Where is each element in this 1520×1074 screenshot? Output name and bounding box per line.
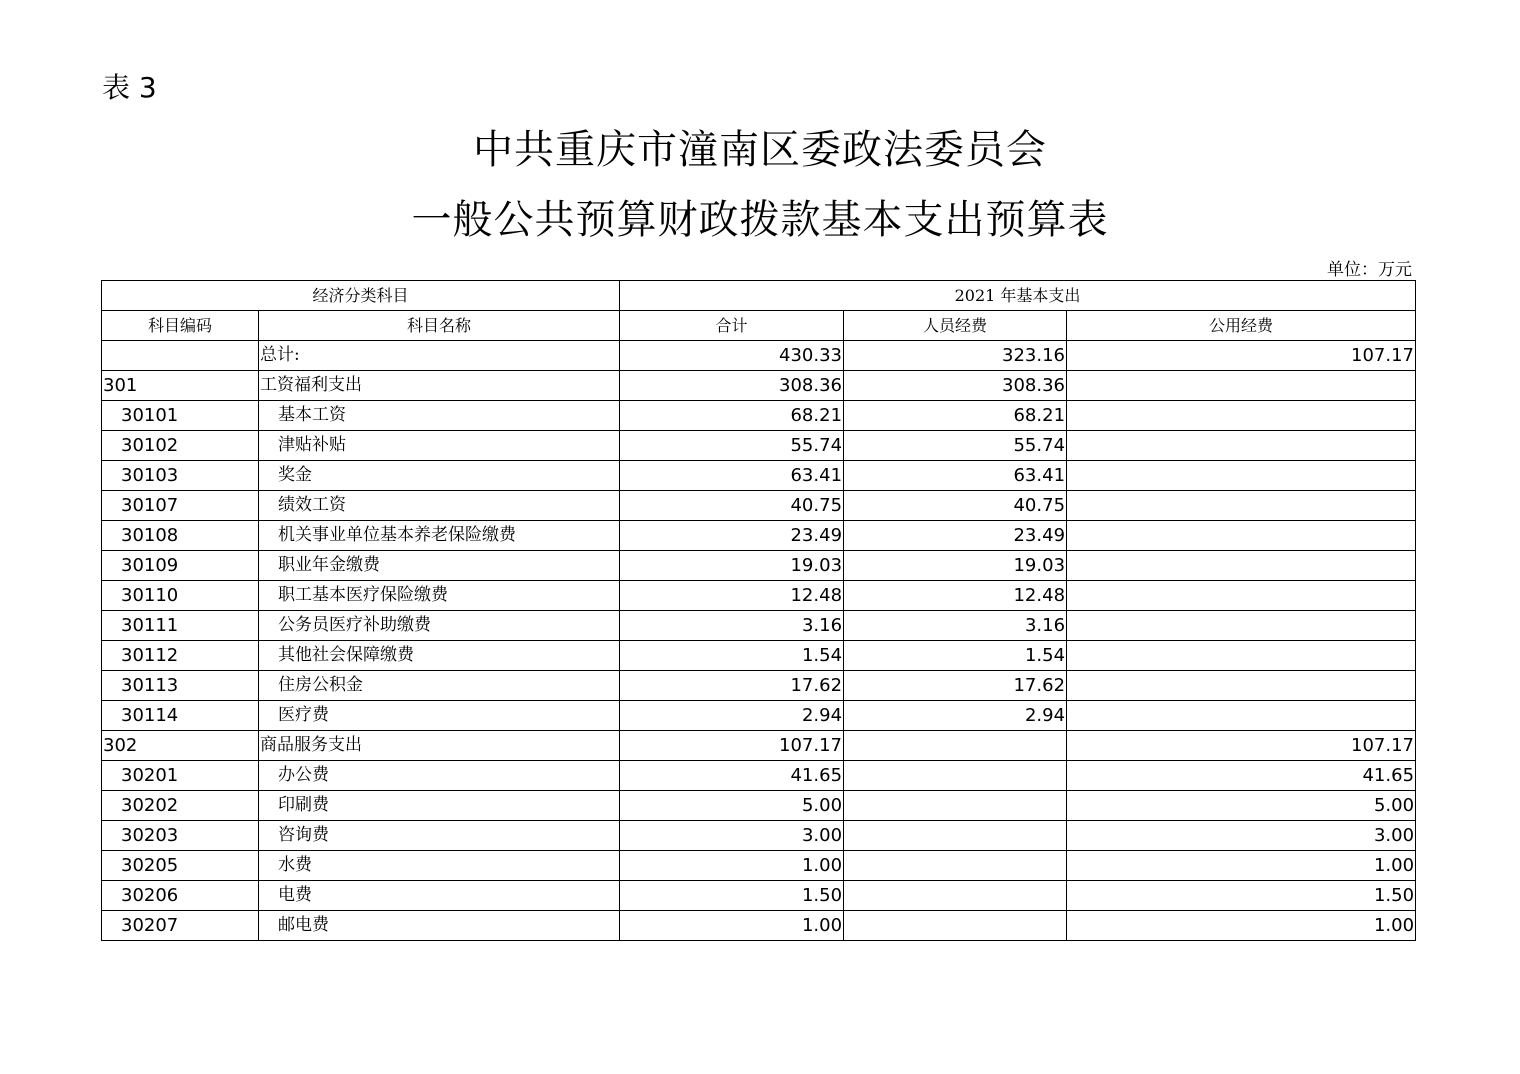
header-public: 公用经费 xyxy=(1067,311,1416,341)
header-code: 科目编码 xyxy=(102,311,259,341)
row-public xyxy=(1067,521,1416,551)
row-total: 63.41 xyxy=(620,461,844,491)
row-personnel: 68.21 xyxy=(844,401,1067,431)
table-row xyxy=(102,431,1416,461)
row-personnel: 12.48 xyxy=(844,581,1067,611)
row-total: 3.00 xyxy=(620,821,844,851)
row-total: 5.00 xyxy=(620,791,844,821)
row-personnel xyxy=(844,761,1067,791)
row-total: 23.49 xyxy=(620,521,844,551)
row-code: 302 xyxy=(102,731,259,761)
row-name: 水费 xyxy=(259,851,620,881)
table-row xyxy=(102,341,1416,371)
row-code: 30111 xyxy=(102,611,259,641)
header-basic-expenditure-2021: 2021 年基本支出 xyxy=(620,281,1416,311)
row-personnel: 3.16 xyxy=(844,611,1067,641)
page-title-line1: 中共重庆市潼南区委政法委员会 xyxy=(473,127,1047,173)
row-public xyxy=(1067,611,1416,641)
header-total: 合计 xyxy=(620,311,844,341)
table-row xyxy=(102,911,1416,941)
table-row xyxy=(102,701,1416,731)
table-row xyxy=(102,731,1416,761)
row-code: 30107 xyxy=(102,491,259,521)
row-name: 印刷费 xyxy=(259,791,620,821)
row-total: 17.62 xyxy=(620,671,844,701)
header-personnel: 人员经费 xyxy=(844,311,1067,341)
row-public xyxy=(1067,671,1416,701)
budget-table-body xyxy=(102,341,1416,941)
table-row xyxy=(102,611,1416,641)
row-public xyxy=(1067,371,1416,401)
row-public: 1.00 xyxy=(1067,851,1416,881)
row-total: 1.00 xyxy=(620,911,844,941)
row-total: 68.21 xyxy=(620,401,844,431)
row-total: 19.03 xyxy=(620,551,844,581)
row-code: 30203 xyxy=(102,821,259,851)
row-personnel xyxy=(844,851,1067,881)
row-name: 津贴补贴 xyxy=(259,431,620,461)
row-code: 30101 xyxy=(102,401,259,431)
row-total: 308.36 xyxy=(620,371,844,401)
row-personnel: 55.74 xyxy=(844,431,1067,461)
row-personnel xyxy=(844,911,1067,941)
row-name: 基本工资 xyxy=(259,401,620,431)
row-public xyxy=(1067,401,1416,431)
row-code: 30206 xyxy=(102,881,259,911)
table-row xyxy=(102,401,1416,431)
row-code: 30103 xyxy=(102,461,259,491)
table-row xyxy=(102,491,1416,521)
row-personnel: 63.41 xyxy=(844,461,1067,491)
row-personnel: 19.03 xyxy=(844,551,1067,581)
row-public: 41.65 xyxy=(1067,761,1416,791)
row-name: 邮电费 xyxy=(259,911,620,941)
row-code: 30207 xyxy=(102,911,259,941)
row-total: 3.16 xyxy=(620,611,844,641)
header-name: 科目名称 xyxy=(259,311,620,341)
row-public xyxy=(1067,701,1416,731)
row-personnel: 17.62 xyxy=(844,671,1067,701)
row-public: 107.17 xyxy=(1067,731,1416,761)
table-row xyxy=(102,641,1416,671)
table-row xyxy=(102,521,1416,551)
table-row xyxy=(102,821,1416,851)
table-row xyxy=(102,371,1416,401)
table-label: 表 3 xyxy=(102,71,157,104)
row-public: 3.00 xyxy=(1067,821,1416,851)
row-public xyxy=(1067,491,1416,521)
row-personnel: 308.36 xyxy=(844,371,1067,401)
row-public: 1.50 xyxy=(1067,881,1416,911)
row-code: 30102 xyxy=(102,431,259,461)
row-code: 30202 xyxy=(102,791,259,821)
row-name: 职工基本医疗保险缴费 xyxy=(259,581,620,611)
row-code: 30205 xyxy=(102,851,259,881)
table-row xyxy=(102,671,1416,701)
unit-label: 单位：万元 xyxy=(1327,260,1412,280)
header-group-row xyxy=(102,281,1416,311)
table-row xyxy=(102,461,1416,491)
table-row xyxy=(102,761,1416,791)
row-personnel: 323.16 xyxy=(844,341,1067,371)
row-code: 30113 xyxy=(102,671,259,701)
row-code: 30112 xyxy=(102,641,259,671)
row-name: 医疗费 xyxy=(259,701,620,731)
row-total: 1.50 xyxy=(620,881,844,911)
row-personnel: 1.54 xyxy=(844,641,1067,671)
row-code: 30114 xyxy=(102,701,259,731)
row-public: 107.17 xyxy=(1067,341,1416,371)
row-total: 1.00 xyxy=(620,851,844,881)
row-name: 公务员医疗补助缴费 xyxy=(259,611,620,641)
table-row xyxy=(102,581,1416,611)
row-public: 5.00 xyxy=(1067,791,1416,821)
header-economic-classification: 经济分类科目 xyxy=(102,281,620,311)
row-personnel xyxy=(844,821,1067,851)
row-public xyxy=(1067,581,1416,611)
row-name: 工资福利支出 xyxy=(259,371,620,401)
row-personnel xyxy=(844,881,1067,911)
row-code: 30201 xyxy=(102,761,259,791)
row-name: 商品服务支出 xyxy=(259,731,620,761)
table-row xyxy=(102,881,1416,911)
row-code: 30108 xyxy=(102,521,259,551)
row-public xyxy=(1067,461,1416,491)
row-public: 1.00 xyxy=(1067,911,1416,941)
row-name: 总计: xyxy=(259,341,620,371)
row-total: 107.17 xyxy=(620,731,844,761)
table-row xyxy=(102,551,1416,581)
row-personnel xyxy=(844,731,1067,761)
row-name: 办公费 xyxy=(259,761,620,791)
row-total: 1.54 xyxy=(620,641,844,671)
page-title-line2: 一般公共预算财政拨款基本支出预算表 xyxy=(411,197,1109,243)
row-name: 绩效工资 xyxy=(259,491,620,521)
row-name: 职业年金缴费 xyxy=(259,551,620,581)
row-name: 机关事业单位基本养老保险缴费 xyxy=(259,521,620,551)
row-public xyxy=(1067,641,1416,671)
row-public xyxy=(1067,551,1416,581)
row-personnel xyxy=(844,791,1067,821)
budget-table xyxy=(101,280,1416,941)
row-name: 咨询费 xyxy=(259,821,620,851)
row-personnel: 40.75 xyxy=(844,491,1067,521)
row-total: 12.48 xyxy=(620,581,844,611)
row-personnel: 2.94 xyxy=(844,701,1067,731)
row-name: 奖金 xyxy=(259,461,620,491)
row-total: 41.65 xyxy=(620,761,844,791)
row-total: 2.94 xyxy=(620,701,844,731)
row-total: 40.75 xyxy=(620,491,844,521)
row-total: 430.33 xyxy=(620,341,844,371)
row-public xyxy=(1067,431,1416,461)
header-column-row xyxy=(102,311,1416,341)
table-row xyxy=(102,791,1416,821)
row-name: 电费 xyxy=(259,881,620,911)
row-personnel: 23.49 xyxy=(844,521,1067,551)
row-code xyxy=(102,341,259,371)
row-code: 30109 xyxy=(102,551,259,581)
table-row xyxy=(102,851,1416,881)
row-name: 其他社会保障缴费 xyxy=(259,641,620,671)
row-code: 301 xyxy=(102,371,259,401)
row-code: 30110 xyxy=(102,581,259,611)
row-name: 住房公积金 xyxy=(259,671,620,701)
row-total: 55.74 xyxy=(620,431,844,461)
